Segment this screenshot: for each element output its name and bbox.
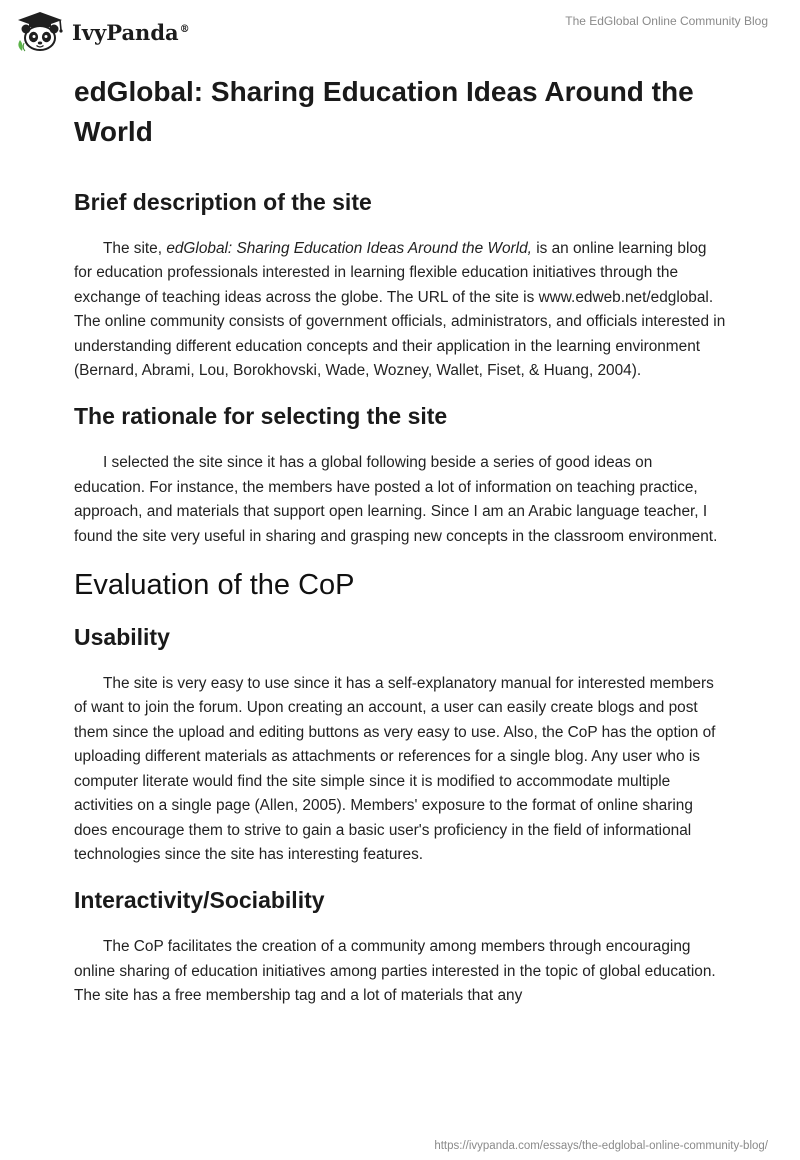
article-title: edGlobal: Sharing Education Ideas Around the World bbox=[74, 76, 694, 147]
section-paragraph-description: The site, edGlobal: Sharing Education Ideas Around the World, is an online learning blog for education professionals interested in learning flexible education initiatives through the exchange of teaching ideas across the globe. The URL of the site is www.edweb.net/edglobal. The online community consists of government officials, administrators, and officials interested in understanding different education concepts and their application in the learning environment (Bernard, Abrami, Lou, Borokhovski, Wade, Wozney, Wallet, Fiset, & Huang, 2004). bbox=[74, 240, 726, 380]
source-url[interactable]: https://ivypanda.com/essays/the-edglobal-online-community-blog/ bbox=[434, 1140, 768, 1152]
section-heading-evaluation: Evaluation of the CoP bbox=[74, 569, 355, 602]
subsection-paragraph-interactivity: The CoP facilitates the creation of a community among members through encouraging online sharing of education initiatives among parties interested in the topic of global education. The site has a free membership tag and a lot of materials that any bbox=[74, 938, 716, 1005]
subsection-paragraph-usability: The site is very easy to use since it has a self-explanatory manual for interested members of want to join the forum. Upon creating an account, a user can easily create blogs and post them since the upload and editing buttons as very easy to use. Also, the CoP has the option of uploading different materials as attachments or references for a single blog. Any user who is computer literate would find the site simple since it is modified to accommodate multiple activities on a single page (Allen, 2005). Members' exposure to the format of online sharing does encourage them to strive to gain a basic user's proficiency in the field of informational technologies since the site has interesting features. bbox=[74, 675, 716, 863]
section-paragraph-rationale: I selected the site since it has a global following beside a series of good ideas on education. For instance, the members have posted a lot of information on teaching practice, approach, and materials that support open learning. Since I am an Arabic language teacher, I found the site very useful in sharing and grasping new concepts in the classroom environment. bbox=[74, 454, 718, 545]
section-heading-rationale: The rationale for selecting the site bbox=[74, 403, 448, 430]
document-title: The EdGlobal Online Community Blog bbox=[565, 14, 768, 28]
page-header bbox=[0, 0, 800, 64]
article-content bbox=[74, 72, 726, 1009]
panda-graduate-icon bbox=[14, 10, 66, 52]
logo-text: IvyPanda® bbox=[72, 19, 190, 45]
ivypanda-logo[interactable] bbox=[14, 10, 190, 52]
subsection-heading-usability: Usability bbox=[74, 624, 170, 651]
subsection-heading-interactivity: Interactivity/Sociability bbox=[74, 887, 325, 914]
section-heading-description: Brief description of the site bbox=[74, 189, 372, 215]
